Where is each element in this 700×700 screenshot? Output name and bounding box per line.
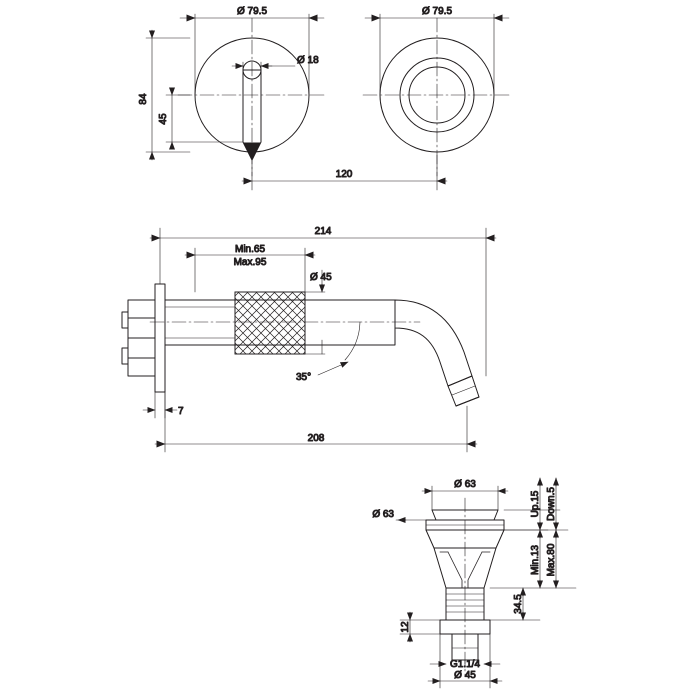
handle-center-lines xyxy=(178,18,326,176)
dim-7 xyxy=(143,392,177,418)
label-d45-spout: Ø 45 xyxy=(310,272,332,283)
label-d795-handle: Ø 79.5 xyxy=(236,6,268,17)
label-214: 214 xyxy=(314,226,332,237)
label-208: 208 xyxy=(307,433,325,444)
label-d45-waste: Ø 45 xyxy=(454,670,476,681)
label-d63-upper: Ø 63 xyxy=(454,479,476,490)
label-d18: Ø 18 xyxy=(297,55,319,66)
label-35deg: 35° xyxy=(296,372,312,383)
spout-side-view xyxy=(122,226,496,452)
label-45: 45 xyxy=(158,113,169,125)
angle-arc xyxy=(345,322,360,360)
escutcheon-center-lines xyxy=(363,18,511,176)
handle-front-view xyxy=(138,6,447,190)
label-7: 7 xyxy=(178,406,184,417)
label-min13: Min.13 xyxy=(530,544,541,576)
angle-leader xyxy=(318,362,348,375)
dim-d18-leader xyxy=(232,62,295,70)
label-84: 84 xyxy=(138,93,149,105)
label-down5: Down.5 xyxy=(546,487,557,521)
label-12: 12 xyxy=(400,621,411,633)
label-max80: Max.80 xyxy=(546,543,557,577)
label-thread: G1.1/4 xyxy=(449,659,481,670)
connector-nut-top xyxy=(122,312,128,328)
label-up15: Up.15 xyxy=(530,490,541,518)
connector-nut-bottom xyxy=(122,348,128,364)
escutcheon-front-view xyxy=(363,6,511,176)
label-min65: Min.65 xyxy=(234,244,266,255)
spout-nozzle xyxy=(448,376,479,406)
label-345: 34.5 xyxy=(513,594,524,614)
label-d63-flange: Ø 63 xyxy=(372,509,394,520)
spout-elbow-outline xyxy=(395,300,472,386)
label-d795-escutcheon: Ø 79.5 xyxy=(421,6,453,17)
label-max95: Max.95 xyxy=(233,257,267,268)
waste-side-view xyxy=(372,478,576,688)
wall-flange xyxy=(155,284,165,392)
dim-45 xyxy=(166,88,243,149)
label-120: 120 xyxy=(335,169,353,180)
